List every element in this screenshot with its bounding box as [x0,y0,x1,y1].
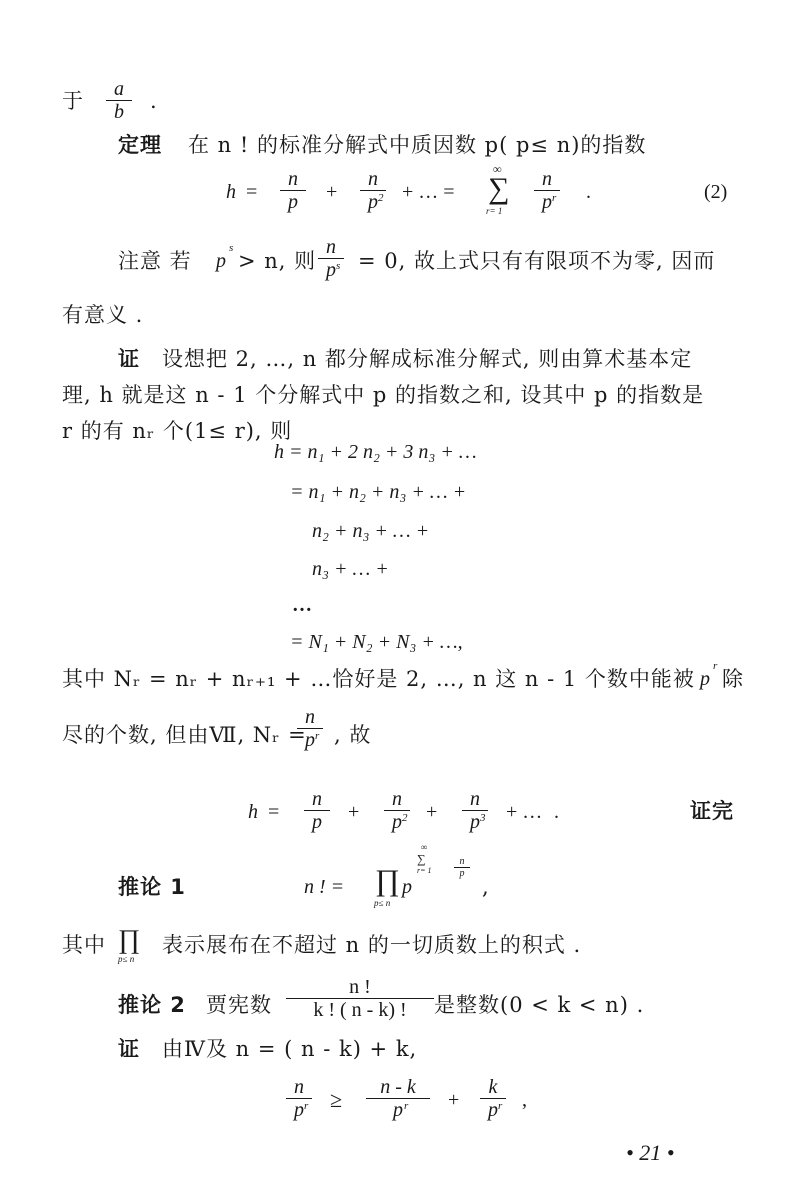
proof-line-3: r 的有 nᵣ 个(1≤ r), 则 [62,419,293,443]
text-yu: 于 [62,89,84,113]
nr-line-2-end: , 故 [334,723,372,747]
proof-2-label: 证 [118,1037,140,1061]
fraction-n-over-pr-2: $\frac{n}{p}$ [297,706,323,751]
nr-line-1: 其中 Nᵣ = nᵣ + nᵣ₊₁ + …恰好是 2, …, n 这 n - 1 个数中能被 [62,667,695,691]
note-middle: > n, 则 [238,249,317,273]
h-line-3: n₂ + n₃ + … + [312,520,430,542]
note-prefix: 注意 若 [118,249,192,273]
corollary-2-label: 推论 2 [118,993,186,1017]
theorem-text: 在 n ! 的标准分解式中质因数 p( p≤ n)的指数 [188,133,647,157]
document-page: 于 $\frac{a}{b}$ . 定理 在 n ! 的标准分解式中质因数 p( p≤ n)的指数 h = $\frac{n}{p}$ + $\frac{n}{p}$ 2 + … = ∞ ∑ r= 1 $\frac{n}{p}$ r . (2) 注意 若 p s > n, 则 $\frac{n}{p}$ s = 0, 故上式只有有限项不为零, 因而 有意义 . 证 设想把 2, …, n 都分解成标准分解式, 则由算术基本定 理, h 就是这 n - 1 个分解式中 p 的指数之和, 设其中 p 的指数是 r 的有 nᵣ 个(1≤ r), 则 h = n₁ + 2 n₂ + 3 n₃ + … = n₁ + n₂ + n₃ + … + n₂ + n₃ + … + n₃ + … + … = N₁ + N₂ + N₃ + …, 其中 Nᵣ = nᵣ + nᵣ₊₁ + …恰好是 2, …, n 这 n - 1 个数中能被 p r 除 尽的个数, 但由Ⅶ, Nᵣ = $\frac{n}{p}$ r , 故 h = $\frac{n}{p}$ + $\frac{n}{p}$ 2 + $\frac{n}{p}$ 3 + … . 证完 推论 1 n ! = ∏ p≤ n p ∞ ∑ r= 1 $\frac{n}{p}$ , 其中 ∏ p≤ n 表示展布在不超过 n 的一切质数上的积式 . 推论 2 贾宪数 $\frac{n !}{k ! ( n - k) !}$ 是整数(0 < k < n) . 证 由Ⅳ及 n = ( n - k) + k, $\frac{n}{p}$ r ≥ $\frac{n - k}{p}$ r + $\frac{k}{p}$ r , • 21 • [62,78,744,1165]
note-continuation: 有意义 . [62,303,144,327]
note-suffix: = 0, 故上式只有有限项不为零, 因而 [358,249,716,273]
exponent-fraction: $\frac{n}{p}$ [454,856,470,879]
h-line-1: h = n₁ + 2 n₂ + 3 n₃ + … [274,441,477,463]
proof-line-2: 理, h 就是这 n - 1 个分解式中 p 的指数之和, 设其中 p 的指数是 [62,383,705,407]
page-number: • 21 • [626,1140,675,1165]
fraction-a-over-b: $\frac{a}{b}$ [106,78,132,123]
h-line-6: = N₁ + N₂ + N₃ + …, [290,631,463,653]
nr-line-1-end: 除 [722,667,744,691]
fraction-n-over-p2: $\frac{n}{p}$ [360,168,386,213]
proof-2-text: 由Ⅳ及 n = ( n - k) + k, [162,1037,418,1061]
product-note-prefix: 其中 [62,933,106,957]
h-line-5: … [292,594,312,616]
theorem-label: 定理 [118,133,162,157]
qed-mark: 证完 [690,799,734,823]
corollary-2-prefix: 贾宪数 [206,993,272,1017]
sigma-symbol: ∑ [488,172,510,205]
proof-label: 证 [118,347,140,371]
corollary-2-suffix: 是整数(0 < k < n) . [434,993,645,1017]
h-line-2: = n₁ + n₂ + n₃ + … + [290,481,467,503]
equation-tag: (2) [704,181,728,203]
binomial-fraction: $\frac{n !}{k ! ( n - k) !}$ [286,976,434,1021]
period: . [150,89,158,113]
proof-line-1: 设想把 2, …, n 都分解成标准分解式, 则由算术基本定 [162,347,693,371]
nr-line-2: 尽的个数, 但由Ⅶ, Nᵣ = [62,723,307,747]
corollary-1-label: 推论 1 [118,875,186,899]
fraction-n-over-pr: $\frac{n}{p}$ [534,168,560,213]
product-symbol: ∏ [375,864,400,897]
product-note: 表示展布在不超过 n 的一切质数上的积式 . [162,933,582,957]
fraction-n-over-p: $\frac{n}{p}$ [280,168,306,213]
fraction-n-over-ps: $\frac{n}{p}$ [318,236,344,281]
h-line-4: n₃ + … + [312,558,389,580]
